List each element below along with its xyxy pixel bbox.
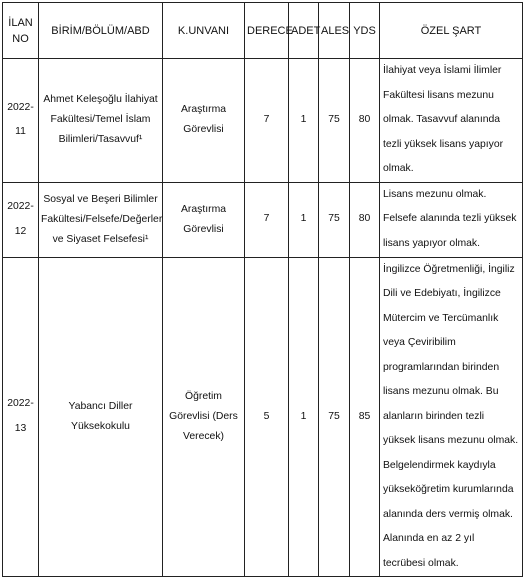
cell-birim: Sosyal ve Beşeri Bilimler Fakültesi/Felsefe/Değerler ve Siyaset Felsefesi¹ (39, 182, 163, 257)
header-ales: ALES (319, 3, 350, 59)
table-row (3, 59, 523, 183)
cell-ales: 75 (319, 257, 350, 577)
cell-ales: 75 (319, 59, 350, 183)
cell-yds: 80 (350, 182, 380, 257)
cell-unvan: Araştırma Görevlisi (163, 59, 245, 183)
header-derece: DERECE (245, 3, 289, 59)
cell-birim: Yabancı Diller Yüksekokulu (39, 257, 163, 577)
cell-yds: 85 (350, 257, 380, 577)
cell-ales: 75 (319, 182, 350, 257)
cell-adet: 1 (289, 59, 319, 183)
cell-derece: 7 (245, 182, 289, 257)
header-row (3, 3, 523, 59)
cell-unvan: Araştırma Görevlisi (163, 182, 245, 257)
cell-sart: İlahiyat veya İslami İlimler Fakültesi lisans mezunu olmak. Tasavvuf alanında tezli yüksek lisans yapıyor olmak. (380, 59, 523, 183)
cell-sart: Lisans mezunu olmak. Felsefe alanında tezli yüksek lisans yapıyor olmak. (380, 182, 523, 257)
cell-unvan: Öğretim Görevlisi (Ders Verecek) (163, 257, 245, 577)
cell-birim: Ahmet Keleşoğlu İlahiyat Fakültesi/Temel İslam Bilimleri/Tasavvuf¹ (39, 59, 163, 183)
header-birim: BİRİM/BÖLÜM/ABD (39, 3, 163, 59)
cell-ilan: 2022-11 (3, 59, 39, 183)
header-ilan: İLAN NO (3, 3, 39, 59)
cell-derece: 5 (245, 257, 289, 577)
header-adet: ADET (289, 3, 319, 59)
cell-derece: 7 (245, 59, 289, 183)
header-yds: YDS (350, 3, 380, 59)
header-sart: ÖZEL ŞART (380, 3, 523, 59)
table-row (3, 257, 523, 577)
ilan-table (2, 2, 523, 577)
cell-sart: İngilizce Öğretmenliği, İngiliz Dili ve Edebiyatı, İngilizce Mütercim ve Tercümanlık veya Çeviribilim programlarından birinden lisans mezunu olmak. Bu alanların birinden tezli yüksek lisans mezunu olmak. Belgelendirmek kaydıyla yükseköğretim kurumlarında alanında ders vermiş olmak. Alanında en az 2 yıl tecrübesi olmak. (380, 257, 523, 577)
cell-yds: 80 (350, 59, 380, 183)
cell-adet: 1 (289, 182, 319, 257)
table-row (3, 182, 523, 257)
header-unvan: K.UNVANI (163, 3, 245, 59)
cell-adet: 1 (289, 257, 319, 577)
cell-ilan: 2022-12 (3, 182, 39, 257)
cell-ilan: 2022-13 (3, 257, 39, 577)
